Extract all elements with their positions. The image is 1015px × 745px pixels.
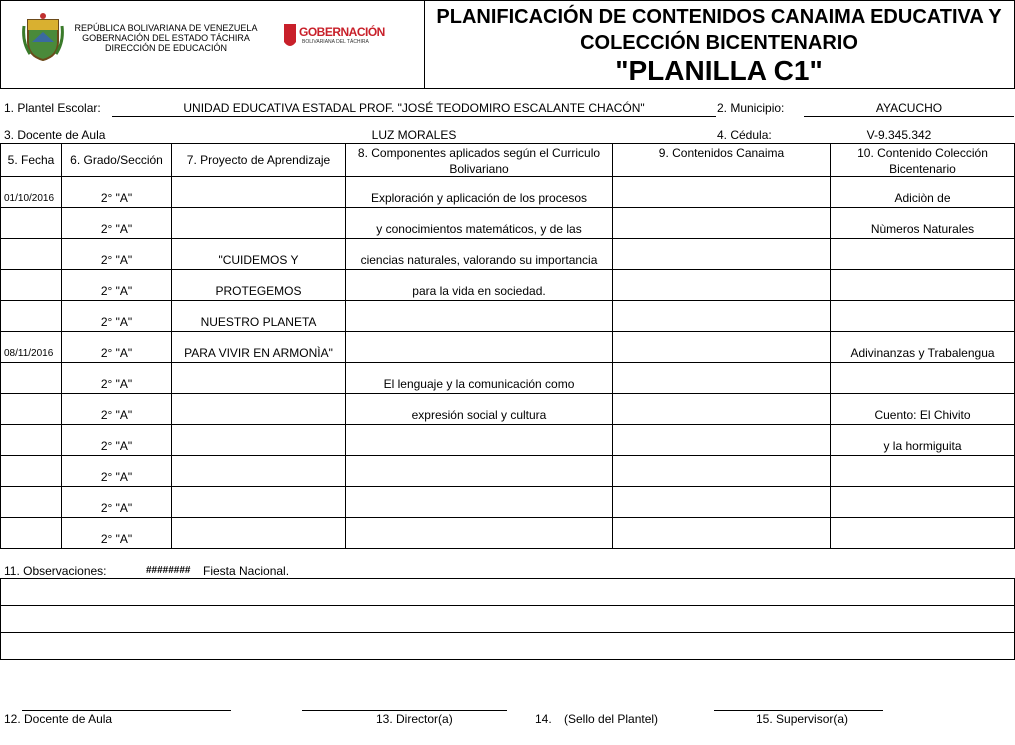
table-row [0, 362, 1015, 393]
cell-grado: 2° "A" [100, 439, 133, 453]
cell-proyecto: "CUIDEMOS Y [218, 253, 299, 267]
cell-grado: 2° "A" [100, 284, 133, 298]
observaciones-text: Fiesta Nacional. [203, 564, 290, 578]
signature-sello: (Sello del Plantel) [564, 712, 659, 726]
cell-grado: 2° "A" [100, 377, 133, 391]
header-coleccion-line-2: Bicentenario [889, 162, 956, 176]
gobernacion-logo-text: GOBERNACIÓN [299, 25, 385, 39]
cell-grado: 2° "A" [100, 222, 133, 236]
header-proyecto: 7. Proyecto de Aprendizaje [186, 153, 331, 167]
cell-componentes: y conocimientos matemáticos, y de las [376, 222, 582, 236]
observaciones-label: 11. Observaciones: [4, 564, 107, 578]
cell-componentes: expresión social y cultura [411, 408, 547, 422]
cell-grado: 2° "A" [100, 470, 133, 484]
table-row [0, 331, 1015, 362]
header-componentes-line-1: 8. Componentes aplicados según el Curriculo [357, 146, 601, 160]
signature-director: 13. Director(a) [376, 712, 453, 726]
header-canaima: 9. Contenidos Canaima [658, 146, 785, 160]
cedula-value: V-9.345.342 [866, 128, 932, 142]
table-row [0, 424, 1015, 455]
cell-grado: 2° "A" [100, 346, 133, 360]
cell-proyecto: PARA VIVIR EN ARMONÌA" [184, 346, 333, 360]
cell-grado: 2° "A" [100, 532, 133, 546]
gov-line-3: DIRECCIÓN DE EDUCACIÓN [104, 43, 227, 53]
page-title: "PLANILLA C1" [615, 55, 823, 86]
cell-fecha: 08/11/2016 [4, 348, 54, 359]
cell-componentes: para la vida en sociedad. [412, 284, 546, 298]
plantel-value: UNIDAD EDUCATIVA ESTADAL PROF. "JOSÉ TEODOMIRO ESCALANTE CHACÓN" [183, 101, 645, 115]
municipio-value: AYACUCHO [875, 101, 943, 115]
cell-proyecto: NUESTRO PLANETA [200, 315, 317, 329]
cell-grado: 2° "A" [100, 501, 133, 515]
table-row [0, 176, 1015, 207]
table-row [0, 269, 1015, 300]
signature-sello-number: 14. [535, 712, 552, 726]
docente-label: 3. Docente de Aula [4, 128, 106, 142]
signature-supervisor: 15. Supervisor(a) [756, 712, 849, 726]
header-componentes-line-2: Bolivariano [449, 162, 509, 176]
cell-proyecto: PROTEGEMOS [215, 284, 302, 298]
signature-docente: 12. Docente de Aula [4, 712, 113, 726]
cell-grado: 2° "A" [100, 253, 133, 267]
cell-grado: 2° "A" [100, 408, 133, 422]
header-grado: 6. Grado/Sección [70, 153, 163, 167]
cell-coleccion: Nùmeros Naturales [870, 222, 975, 236]
cell-grado: 2° "A" [100, 191, 133, 205]
cell-coleccion: Adiciòn de [894, 191, 951, 205]
title-line-1: PLANIFICACIÓN DE CONTENIDOS CANAIMA EDUCATIVA Y [436, 6, 1002, 28]
docente-value: LUZ MORALES [371, 128, 457, 142]
table-row [0, 486, 1015, 517]
table-row [0, 300, 1015, 331]
observaciones-hash: ######## [146, 565, 191, 576]
table-row [0, 238, 1015, 269]
table-row [0, 393, 1015, 424]
cedula-label: 4. Cédula: [717, 128, 772, 142]
cell-fecha: 01/10/2016 [4, 193, 55, 204]
header-fecha: 5. Fecha [7, 153, 55, 167]
municipio-label: 2. Municipio: [717, 101, 785, 115]
gov-line-1: REPÚBLICA BOLIVARIANA DE VENEZUELA [74, 23, 258, 33]
cell-componentes: Exploración y aplicación de los procesos [370, 191, 588, 205]
table-row [0, 517, 1015, 548]
cell-coleccion: Adivinanzas y Trabalengua [850, 346, 995, 360]
header-coleccion-line-1: 10. Contenido Colección [857, 146, 988, 160]
cell-grado: 2° "A" [100, 315, 133, 329]
cell-componentes: ciencias naturales, valorando su importancia [360, 253, 598, 267]
plantel-label: 1. Plantel Escolar: [4, 101, 101, 115]
gov-line-2: GOBERNACIÓN DEL ESTADO TÁCHIRA [82, 33, 250, 43]
cell-coleccion: y la hormiguita [883, 439, 962, 453]
table-row [0, 455, 1015, 486]
cell-coleccion: Cuento: El Chivito [874, 408, 971, 422]
cell-componentes: El lenguaje y la comunicación como [383, 377, 575, 391]
gobernacion-logo-subtext: BOLIVARIANA DEL TÁCHIRA [302, 39, 369, 45]
table-row [0, 207, 1015, 238]
title-line-2: COLECCIÓN BICENTENARIO [580, 32, 858, 54]
